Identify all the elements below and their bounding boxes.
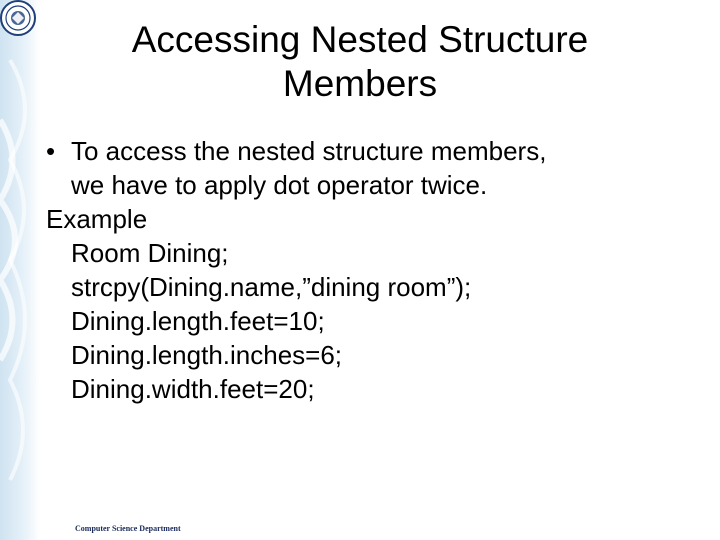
bullet-text-line-2: we have to apply dot operator twice. (71, 170, 488, 200)
code-line: strcpy(Dining.name,”dining room”); (71, 272, 472, 302)
bullet-text-line-1: To access the nested structure members, (71, 136, 547, 166)
code-line: Room Dining; (71, 238, 229, 268)
wave-pattern (0, 0, 40, 540)
example-label: Example (46, 204, 148, 234)
code-example (46, 236, 706, 406)
university-seal-logo (0, 0, 36, 36)
title-line-1: Accessing Nested Structure (131, 19, 589, 60)
code-line: Dining.length.inches=6; (71, 340, 343, 370)
bullet-icon: • (46, 136, 56, 166)
code-line: Dining.length.feet=10; (71, 306, 325, 336)
title-line-2: Members (282, 63, 438, 104)
code-line: Dining.width.feet=20; (71, 374, 315, 404)
bullet-item (46, 134, 706, 202)
footer-department: Computer Science Department (75, 524, 181, 533)
slide-body (46, 134, 706, 406)
slide-title (40, 18, 680, 106)
side-decoration-band (0, 0, 40, 540)
